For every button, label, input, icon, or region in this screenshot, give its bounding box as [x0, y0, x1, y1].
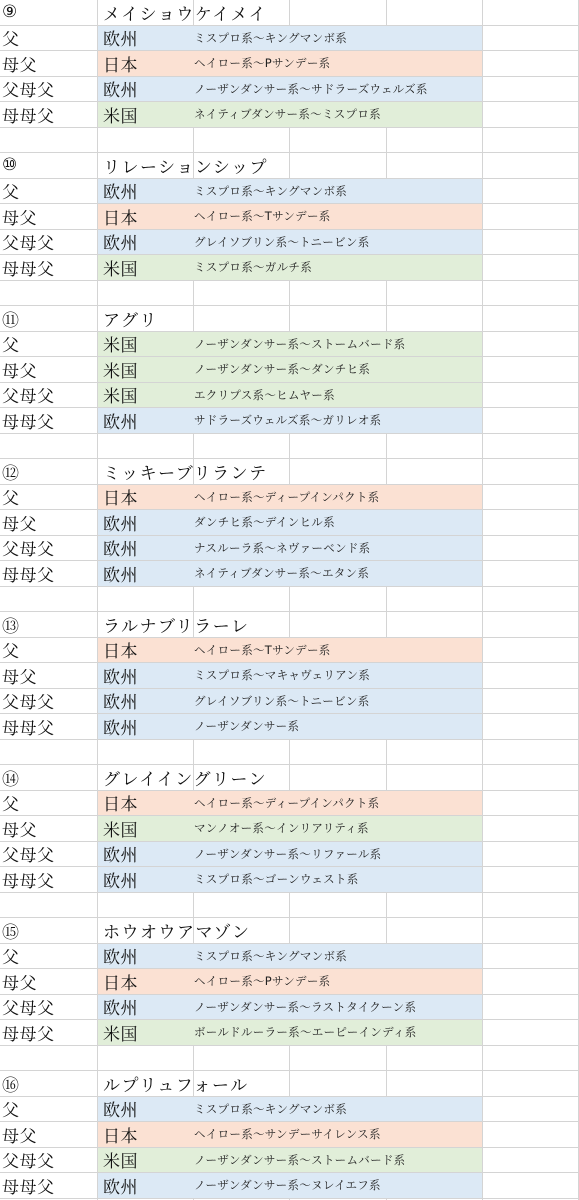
- pedigree-row: [0, 1173, 579, 1199]
- region-cell[interactable]: [98, 536, 482, 561]
- pedigree-row: [0, 689, 579, 715]
- region-cell[interactable]: [98, 408, 482, 433]
- sire-line: ノーザンダンサー系〜サドラーズウェルズ系: [194, 81, 428, 96]
- region-cell[interactable]: [98, 842, 482, 867]
- pedigree-row: [0, 357, 579, 383]
- region-cell[interactable]: [98, 485, 482, 510]
- horse-number: ⑪: [2, 310, 20, 331]
- pedigree-row: [0, 179, 579, 205]
- region-name: 欧州: [103, 30, 138, 51]
- sire-line: ヘイロー系〜Pサンデー系: [194, 974, 331, 989]
- relation-label[interactable]: 父: [2, 1101, 20, 1122]
- pedigree-row: [0, 102, 579, 128]
- horse-name[interactable]: グレイイングリーン: [103, 769, 268, 790]
- pedigree-row: [0, 485, 579, 511]
- number-cell[interactable]: [2, 459, 96, 484]
- relation-label[interactable]: 母母父: [2, 412, 55, 433]
- pedigree-row: [0, 1148, 579, 1174]
- horse-name[interactable]: ミッキーブリランテ: [103, 463, 268, 484]
- sire-line: サドラーズウェルズ系〜ガリレオ系: [194, 413, 382, 428]
- pedigree-row: [0, 332, 579, 358]
- relation-label[interactable]: 父: [2, 183, 20, 204]
- region-cell[interactable]: [98, 714, 482, 739]
- sire-line: ノーザンダンサー系〜ラストタイクーン系: [194, 999, 417, 1014]
- region-cell[interactable]: [98, 510, 482, 535]
- region-cell[interactable]: [98, 357, 482, 382]
- region-cell[interactable]: [98, 638, 482, 663]
- relation-label[interactable]: 母母父: [2, 871, 55, 892]
- region-name: 米国: [103, 1024, 138, 1045]
- relation-label[interactable]: 母父: [2, 514, 37, 535]
- sire-line: グレイソブリン系〜トニービン系: [194, 234, 370, 249]
- horse-number: ⑨: [2, 2, 18, 23]
- horse-header-row: [0, 153, 579, 179]
- region-name: 欧州: [103, 565, 138, 586]
- number-cell[interactable]: [2, 306, 96, 331]
- sire-line: ナスルーラ系〜ネヴァーベンド系: [194, 540, 371, 555]
- region-cell[interactable]: [98, 51, 482, 76]
- sire-line: ノーザンダンサー系: [194, 719, 300, 734]
- sire-line: ノーザンダンサー系〜ダンチヒ系: [194, 362, 371, 377]
- relation-label[interactable]: 父: [2, 795, 20, 816]
- pedigree-row: [0, 638, 579, 664]
- horse-number: ⑬: [2, 616, 20, 637]
- sire-line: エクリプス系〜ヒムヤー系: [194, 387, 335, 402]
- horse-name[interactable]: メイショウケイメイ: [103, 4, 268, 25]
- horse-header-row: [0, 306, 579, 332]
- sire-line: ヘイロー系〜サンデーサイレンス系: [194, 1127, 381, 1142]
- pedigree-row: [0, 26, 579, 52]
- relation-label[interactable]: 父: [2, 30, 20, 51]
- relation-label[interactable]: 母父: [2, 667, 37, 688]
- sire-line: ミスプロ系〜ゴーンウェスト系: [194, 872, 359, 887]
- relation-label[interactable]: 父母父: [2, 846, 55, 867]
- region-name: 米国: [103, 259, 138, 280]
- pedigree-row: [0, 383, 579, 409]
- pedigree-row: [0, 1020, 579, 1046]
- sire-line: ノーザンダンサー系〜ストームバード系: [194, 1152, 406, 1167]
- sire-line: ミスプロ系〜キングマンボ系: [194, 30, 348, 45]
- region-name: 欧州: [103, 871, 138, 892]
- region-name: 欧州: [103, 183, 138, 204]
- sire-line: ノーザンダンサー系〜ヌレイエフ系: [194, 1178, 381, 1193]
- relation-label[interactable]: 母母父: [2, 1177, 55, 1198]
- relation-label[interactable]: 母母父: [2, 565, 55, 586]
- region-name: 欧州: [103, 948, 138, 969]
- horse-name[interactable]: ラルナブリラーレ: [103, 616, 250, 637]
- number-cell[interactable]: [2, 612, 96, 637]
- pedigree-row: [0, 663, 579, 689]
- relation-label[interactable]: 父母父: [2, 693, 55, 714]
- region-cell[interactable]: [98, 332, 482, 357]
- region-name: 欧州: [103, 693, 138, 714]
- region-cell[interactable]: [98, 561, 482, 586]
- blank-row: [0, 128, 579, 154]
- region-name: 欧州: [103, 412, 138, 433]
- region-name: 日本: [103, 642, 138, 663]
- region-cell[interactable]: [98, 791, 482, 816]
- pedigree-row: [0, 969, 579, 995]
- region-name: 欧州: [103, 667, 138, 688]
- pedigree-row: [0, 204, 579, 230]
- region-name: 米国: [103, 106, 138, 127]
- blank-row: [0, 740, 579, 766]
- pedigree-row: [0, 561, 579, 587]
- horse-name[interactable]: ルプリュフォール: [103, 1075, 249, 1096]
- relation-label[interactable]: 父母父: [2, 81, 55, 102]
- number-cell[interactable]: [2, 765, 96, 790]
- pedigree-row: [0, 408, 579, 434]
- horse-number: ⑮: [2, 922, 20, 943]
- pedigree-row: [0, 1097, 579, 1123]
- number-cell[interactable]: [2, 153, 96, 178]
- relation-label[interactable]: 父母父: [2, 540, 55, 561]
- horse-name[interactable]: リレーションシップ: [103, 157, 269, 178]
- pedigree-row: [0, 536, 579, 562]
- region-cell[interactable]: [98, 944, 482, 969]
- horse-header-row: [0, 459, 579, 485]
- pedigree-row: [0, 230, 579, 256]
- blank-row: [0, 587, 579, 613]
- sire-line: ヘイロー系〜Tサンデー系: [194, 209, 331, 224]
- region-cell[interactable]: [98, 663, 482, 688]
- region-cell[interactable]: [98, 255, 482, 280]
- relation-label[interactable]: 父: [2, 642, 20, 663]
- region-name: 欧州: [103, 846, 138, 867]
- relation-label[interactable]: 父: [2, 336, 20, 357]
- number-cell[interactable]: [2, 0, 96, 25]
- region-cell[interactable]: [98, 867, 482, 892]
- horse-number: ⑫: [2, 463, 20, 484]
- horse-name[interactable]: アグリ: [103, 310, 158, 331]
- relation-label[interactable]: 父母父: [2, 1152, 55, 1173]
- horse-header-row: [0, 612, 579, 638]
- region-name: 欧州: [103, 81, 138, 102]
- pedigree-row: [0, 816, 579, 842]
- region-name: 日本: [103, 489, 138, 510]
- region-cell[interactable]: [98, 77, 482, 102]
- blank-row: [0, 893, 579, 919]
- blank-row: [0, 434, 579, 460]
- relation-label[interactable]: 母父: [2, 1126, 37, 1147]
- region-name: 欧州: [103, 1101, 138, 1122]
- region-name: 米国: [103, 361, 138, 382]
- pedigree-row: [0, 1122, 579, 1148]
- region-name: 米国: [103, 387, 138, 408]
- region-cell[interactable]: [98, 689, 482, 714]
- sire-line: ヘイロー系〜Pサンデー系: [194, 56, 331, 71]
- relation-label[interactable]: 母母父: [2, 718, 55, 739]
- number-cell[interactable]: [2, 918, 96, 943]
- relation-label[interactable]: 母父: [2, 208, 37, 229]
- region-name: 欧州: [103, 999, 138, 1020]
- region-cell[interactable]: [98, 1020, 482, 1045]
- relation-label[interactable]: 母父: [2, 55, 37, 76]
- horse-header-row: [0, 765, 579, 791]
- number-cell[interactable]: [2, 1071, 96, 1096]
- sire-line: ヘイロー系〜ディープインパクト系: [194, 795, 380, 810]
- pedigree-row: [0, 510, 579, 536]
- region-name: 欧州: [103, 234, 138, 255]
- relation-label[interactable]: 母母父: [2, 1024, 55, 1045]
- sire-line: ノーザンダンサー系〜リファール系: [194, 846, 382, 861]
- relation-label[interactable]: 父母父: [2, 999, 55, 1020]
- relation-label[interactable]: 父母父: [2, 387, 55, 408]
- horse-number: ⑭: [2, 769, 20, 790]
- region-name: 米国: [103, 336, 138, 357]
- relation-label[interactable]: 父: [2, 948, 20, 969]
- region-name: 日本: [103, 973, 138, 994]
- sire-line: ミスプロ系〜キングマンボ系: [194, 183, 348, 198]
- sire-line: ヘイロー系〜ディープインパクト系: [194, 489, 380, 504]
- sire-line: マンノオー系〜インリアリティ系: [194, 821, 369, 836]
- horse-number: ⑩: [2, 155, 18, 176]
- sire-line: ミスプロ系〜マキャヴェリアン系: [194, 668, 371, 683]
- region-name: 欧州: [103, 514, 138, 535]
- relation-label[interactable]: 母母父: [2, 259, 55, 280]
- pedigree-row: [0, 77, 579, 103]
- region-name: 日本: [103, 1126, 138, 1147]
- sire-line: ボールドルーラー系〜エーピーインディ系: [194, 1025, 417, 1040]
- relation-label[interactable]: 母父: [2, 973, 37, 994]
- sire-line: ミスプロ系〜キングマンボ系: [194, 1101, 348, 1116]
- relation-label[interactable]: 母母父: [2, 106, 55, 127]
- sire-line: グレイソブリン系〜トニービン系: [194, 693, 370, 708]
- region-name: 欧州: [103, 1177, 138, 1198]
- horse-number: ⑯: [2, 1075, 20, 1096]
- relation-label[interactable]: 母父: [2, 361, 37, 382]
- region-name: 欧州: [103, 718, 138, 739]
- region-cell[interactable]: [98, 204, 482, 229]
- sire-line: ミスプロ系〜キングマンボ系: [194, 948, 348, 963]
- region-cell[interactable]: [98, 179, 482, 204]
- region-cell[interactable]: [98, 1148, 482, 1173]
- region-name: 欧州: [103, 540, 138, 561]
- relation-label[interactable]: 父: [2, 489, 20, 510]
- region-name: 米国: [103, 1152, 138, 1173]
- relation-label[interactable]: 母父: [2, 820, 37, 841]
- pedigree-row: [0, 51, 579, 77]
- region-cell[interactable]: [98, 26, 482, 51]
- region-name: 日本: [103, 208, 138, 229]
- region-name: 日本: [103, 795, 138, 816]
- pedigree-row: [0, 255, 579, 281]
- pedigree-row: [0, 714, 579, 740]
- sire-line: ミスプロ系〜ガルチ系: [194, 260, 312, 275]
- pedigree-row: [0, 791, 579, 817]
- horse-header-row: [0, 1071, 579, 1097]
- horse-header-row: [0, 918, 579, 944]
- pedigree-row: [0, 842, 579, 868]
- region-cell[interactable]: [98, 230, 482, 255]
- sire-line: ネイティブダンサー系〜ミスプロ系: [194, 107, 381, 122]
- relation-label[interactable]: 父母父: [2, 234, 55, 255]
- sire-line: ネイティブダンサー系〜エタン系: [194, 566, 370, 581]
- region-cell[interactable]: [98, 1122, 482, 1147]
- sire-line: ヘイロー系〜Tサンデー系: [194, 642, 331, 657]
- region-name: 日本: [103, 55, 138, 76]
- region-cell[interactable]: [98, 102, 482, 127]
- pedigree-row: [0, 995, 579, 1021]
- sire-line: ノーザンダンサー系〜ストームバード系: [194, 336, 406, 351]
- region-name: 米国: [103, 820, 138, 841]
- region-cell[interactable]: [98, 969, 482, 994]
- pedigree-row: [0, 944, 579, 970]
- region-cell[interactable]: [98, 1097, 482, 1122]
- horse-header-row: [0, 0, 579, 26]
- region-cell[interactable]: [98, 1173, 482, 1198]
- region-cell[interactable]: [98, 383, 482, 408]
- region-cell[interactable]: [98, 995, 482, 1020]
- blank-row: [0, 281, 579, 307]
- region-cell[interactable]: [98, 816, 482, 841]
- pedigree-row: [0, 867, 579, 893]
- horse-name[interactable]: ホウオウアマゾン: [103, 922, 251, 943]
- blank-row: [0, 1046, 579, 1072]
- sire-line: ダンチヒ系〜デインヒル系: [194, 515, 335, 530]
